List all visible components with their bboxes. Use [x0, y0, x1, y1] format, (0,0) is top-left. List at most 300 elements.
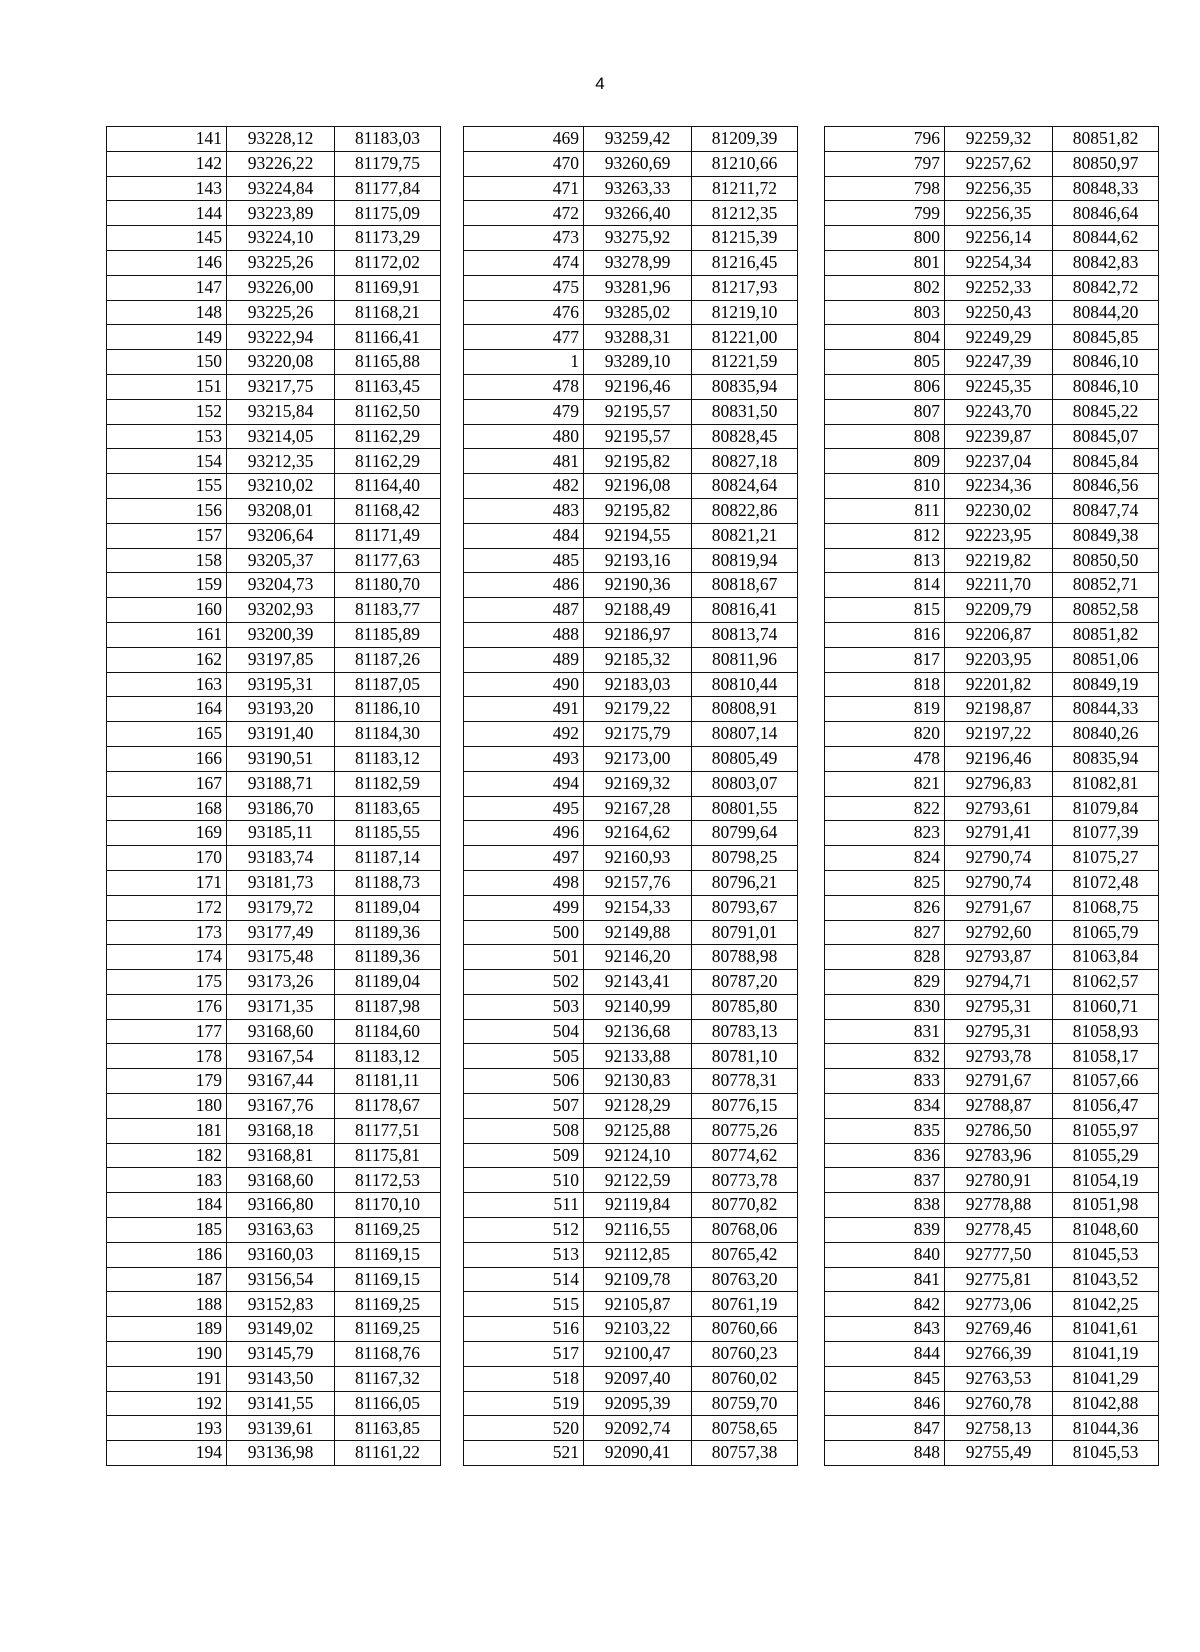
- y-coordinate-cell: 80785,80: [692, 994, 798, 1019]
- y-coordinate-cell: 81209,39: [692, 127, 798, 152]
- x-coordinate-cell: 92157,76: [584, 870, 692, 895]
- y-coordinate-cell: 81163,45: [335, 374, 441, 399]
- point-number-cell: 516: [464, 1317, 584, 1342]
- x-coordinate-cell: 92793,61: [945, 796, 1053, 821]
- y-coordinate-cell: 81062,57: [1053, 970, 1159, 995]
- table-row: [825, 1292, 1159, 1317]
- x-coordinate-cell: 93225,26: [227, 250, 335, 275]
- y-coordinate-cell: 81051,98: [1053, 1193, 1159, 1218]
- table-row: [107, 920, 441, 945]
- table-row: [107, 870, 441, 895]
- table-row: [107, 821, 441, 846]
- y-coordinate-cell: 81172,02: [335, 250, 441, 275]
- x-coordinate-cell: 92128,29: [584, 1094, 692, 1119]
- x-coordinate-cell: 92119,84: [584, 1193, 692, 1218]
- y-coordinate-cell: 81177,63: [335, 548, 441, 573]
- y-coordinate-cell: 80846,10: [1053, 350, 1159, 375]
- point-number-cell: 478: [464, 374, 584, 399]
- point-number-cell: 185: [107, 1218, 227, 1243]
- table-row: [107, 474, 441, 499]
- point-number-cell: 475: [464, 275, 584, 300]
- x-coordinate-cell: 92793,78: [945, 1044, 1053, 1069]
- y-coordinate-cell: 80760,02: [692, 1366, 798, 1391]
- y-coordinate-cell: 80760,23: [692, 1342, 798, 1367]
- x-coordinate-cell: 93206,64: [227, 523, 335, 548]
- y-coordinate-cell: 80798,25: [692, 846, 798, 871]
- x-coordinate-cell: 93200,39: [227, 622, 335, 647]
- table-row: [107, 1143, 441, 1168]
- x-coordinate-cell: 92201,82: [945, 672, 1053, 697]
- table-row: [107, 1292, 441, 1317]
- table-row: [825, 1143, 1159, 1168]
- table-row: [464, 300, 798, 325]
- point-number-cell: 839: [825, 1218, 945, 1243]
- y-coordinate-cell: 81221,00: [692, 325, 798, 350]
- table-row: [107, 176, 441, 201]
- point-number-cell: 141: [107, 127, 227, 152]
- table-row: [107, 746, 441, 771]
- y-coordinate-cell: 80844,33: [1053, 697, 1159, 722]
- x-coordinate-cell: 92755,49: [945, 1441, 1053, 1466]
- x-coordinate-cell: 92775,81: [945, 1267, 1053, 1292]
- point-number-cell: 190: [107, 1342, 227, 1367]
- y-coordinate-cell: 80845,22: [1053, 399, 1159, 424]
- table-row: [107, 722, 441, 747]
- y-coordinate-cell: 81212,35: [692, 201, 798, 226]
- x-coordinate-cell: 92146,20: [584, 945, 692, 970]
- x-coordinate-cell: 92124,10: [584, 1143, 692, 1168]
- x-coordinate-cell: 93214,05: [227, 424, 335, 449]
- y-coordinate-cell: 80819,94: [692, 548, 798, 573]
- point-number-cell: 180: [107, 1094, 227, 1119]
- point-number-cell: 186: [107, 1242, 227, 1267]
- x-coordinate-cell: 93177,49: [227, 920, 335, 945]
- y-coordinate-cell: 80773,78: [692, 1168, 798, 1193]
- x-coordinate-cell: 92778,88: [945, 1193, 1053, 1218]
- x-coordinate-cell: 92195,82: [584, 498, 692, 523]
- table-row: [825, 1118, 1159, 1143]
- x-coordinate-cell: 92188,49: [584, 598, 692, 623]
- point-number-cell: 825: [825, 870, 945, 895]
- x-coordinate-cell: 93195,31: [227, 672, 335, 697]
- x-coordinate-cell: 92095,39: [584, 1391, 692, 1416]
- y-coordinate-cell: 81211,72: [692, 176, 798, 201]
- y-coordinate-cell: 81169,91: [335, 275, 441, 300]
- y-coordinate-cell: 81182,59: [335, 771, 441, 796]
- y-coordinate-cell: 80803,07: [692, 771, 798, 796]
- y-coordinate-cell: 81187,05: [335, 672, 441, 697]
- point-number-cell: 476: [464, 300, 584, 325]
- table-row: [825, 1317, 1159, 1342]
- y-coordinate-cell: 80796,21: [692, 870, 798, 895]
- x-coordinate-cell: 92154,33: [584, 895, 692, 920]
- table-row: [464, 449, 798, 474]
- point-number-cell: 822: [825, 796, 945, 821]
- point-number-cell: 159: [107, 573, 227, 598]
- y-coordinate-cell: 80852,71: [1053, 573, 1159, 598]
- x-coordinate-cell: 92795,31: [945, 1019, 1053, 1044]
- y-coordinate-cell: 80828,45: [692, 424, 798, 449]
- y-coordinate-cell: 80799,64: [692, 821, 798, 846]
- point-number-cell: 502: [464, 970, 584, 995]
- point-number-cell: 827: [825, 920, 945, 945]
- point-number-cell: 143: [107, 176, 227, 201]
- x-coordinate-cell: 92196,46: [945, 746, 1053, 771]
- point-number-cell: 513: [464, 1242, 584, 1267]
- y-coordinate-cell: 81183,65: [335, 796, 441, 821]
- x-coordinate-cell: 93167,54: [227, 1044, 335, 1069]
- x-coordinate-cell: 93226,00: [227, 275, 335, 300]
- point-number-cell: 799: [825, 201, 945, 226]
- y-coordinate-cell: 81161,22: [335, 1441, 441, 1466]
- point-number-cell: 521: [464, 1441, 584, 1466]
- x-coordinate-cell: 93183,74: [227, 846, 335, 871]
- table-row: [464, 1218, 798, 1243]
- x-coordinate-cell: 93191,40: [227, 722, 335, 747]
- table-row: [107, 846, 441, 871]
- point-number-cell: 519: [464, 1391, 584, 1416]
- table-row: [464, 201, 798, 226]
- y-coordinate-cell: 81219,10: [692, 300, 798, 325]
- point-number-cell: 844: [825, 1342, 945, 1367]
- y-coordinate-cell: 81185,89: [335, 622, 441, 647]
- x-coordinate-cell: 92793,87: [945, 945, 1053, 970]
- point-number-cell: 157: [107, 523, 227, 548]
- y-coordinate-cell: 81045,53: [1053, 1441, 1159, 1466]
- table-row: [825, 622, 1159, 647]
- x-coordinate-cell: 93266,40: [584, 201, 692, 226]
- point-number-cell: 520: [464, 1416, 584, 1441]
- table-row: [464, 1069, 798, 1094]
- y-coordinate-cell: 80842,83: [1053, 250, 1159, 275]
- table-row: [464, 1044, 798, 1069]
- x-coordinate-cell: 92763,53: [945, 1366, 1053, 1391]
- x-coordinate-cell: 92195,57: [584, 424, 692, 449]
- table-row: [825, 846, 1159, 871]
- x-coordinate-cell: 92769,46: [945, 1317, 1053, 1342]
- point-number-cell: 490: [464, 672, 584, 697]
- table-row: [107, 449, 441, 474]
- table-row: [464, 226, 798, 251]
- y-coordinate-cell: 81058,17: [1053, 1044, 1159, 1069]
- y-coordinate-cell: 80850,50: [1053, 548, 1159, 573]
- point-number-cell: 833: [825, 1069, 945, 1094]
- y-coordinate-cell: 81169,25: [335, 1292, 441, 1317]
- point-number-cell: 497: [464, 846, 584, 871]
- point-number-cell: 161: [107, 622, 227, 647]
- x-coordinate-cell: 92092,74: [584, 1416, 692, 1441]
- x-coordinate-cell: 93179,72: [227, 895, 335, 920]
- x-coordinate-cell: 93145,79: [227, 1342, 335, 1367]
- point-number-cell: 506: [464, 1069, 584, 1094]
- point-number-cell: 481: [464, 449, 584, 474]
- x-coordinate-cell: 93223,89: [227, 201, 335, 226]
- y-coordinate-cell: 81221,59: [692, 350, 798, 375]
- table-row: [464, 1019, 798, 1044]
- y-coordinate-cell: 81063,84: [1053, 945, 1159, 970]
- y-coordinate-cell: 81188,73: [335, 870, 441, 895]
- y-coordinate-cell: 81183,12: [335, 1044, 441, 1069]
- y-coordinate-cell: 80849,38: [1053, 523, 1159, 548]
- table-row: [464, 1366, 798, 1391]
- coordinates-table-right: [824, 126, 1159, 1466]
- y-coordinate-cell: 81217,93: [692, 275, 798, 300]
- x-coordinate-cell: 92169,32: [584, 771, 692, 796]
- point-number-cell: 807: [825, 399, 945, 424]
- point-number-cell: 172: [107, 895, 227, 920]
- table-row: [825, 325, 1159, 350]
- point-number-cell: 808: [825, 424, 945, 449]
- table-row: [107, 1168, 441, 1193]
- y-coordinate-cell: 80760,66: [692, 1317, 798, 1342]
- y-coordinate-cell: 81167,32: [335, 1366, 441, 1391]
- point-number-cell: 811: [825, 498, 945, 523]
- y-coordinate-cell: 81056,47: [1053, 1094, 1159, 1119]
- point-number-cell: 470: [464, 151, 584, 176]
- x-coordinate-cell: 93224,84: [227, 176, 335, 201]
- x-coordinate-cell: 93168,60: [227, 1168, 335, 1193]
- y-coordinate-cell: 81162,29: [335, 449, 441, 474]
- point-number-cell: 815: [825, 598, 945, 623]
- point-number-cell: 154: [107, 449, 227, 474]
- x-coordinate-cell: 93228,12: [227, 127, 335, 152]
- point-number-cell: 493: [464, 746, 584, 771]
- y-coordinate-cell: 81185,55: [335, 821, 441, 846]
- table-row: [107, 1242, 441, 1267]
- y-coordinate-cell: 80846,10: [1053, 374, 1159, 399]
- y-coordinate-cell: 81162,29: [335, 424, 441, 449]
- x-coordinate-cell: 93212,35: [227, 449, 335, 474]
- y-coordinate-cell: 81189,04: [335, 970, 441, 995]
- y-coordinate-cell: 81184,60: [335, 1019, 441, 1044]
- table-row: [825, 746, 1159, 771]
- x-coordinate-cell: 92230,02: [945, 498, 1053, 523]
- point-number-cell: 165: [107, 722, 227, 747]
- point-number-cell: 167: [107, 771, 227, 796]
- y-coordinate-cell: 81041,29: [1053, 1366, 1159, 1391]
- y-coordinate-cell: 81045,53: [1053, 1242, 1159, 1267]
- y-coordinate-cell: 80818,67: [692, 573, 798, 598]
- table-row: [825, 1416, 1159, 1441]
- point-number-cell: 816: [825, 622, 945, 647]
- x-coordinate-cell: 92090,41: [584, 1441, 692, 1466]
- point-number-cell: 507: [464, 1094, 584, 1119]
- point-number-cell: 482: [464, 474, 584, 499]
- y-coordinate-cell: 81082,81: [1053, 771, 1159, 796]
- point-number-cell: 160: [107, 598, 227, 623]
- x-coordinate-cell: 93226,22: [227, 151, 335, 176]
- table-row: [107, 350, 441, 375]
- point-number-cell: 514: [464, 1267, 584, 1292]
- table-row: [464, 1317, 798, 1342]
- point-number-cell: 488: [464, 622, 584, 647]
- table-row: [107, 647, 441, 672]
- table-row: [464, 474, 798, 499]
- y-coordinate-cell: 80824,64: [692, 474, 798, 499]
- point-number-cell: 821: [825, 771, 945, 796]
- y-coordinate-cell: 80775,26: [692, 1118, 798, 1143]
- y-coordinate-cell: 81187,26: [335, 647, 441, 672]
- table-row: [464, 821, 798, 846]
- point-number-cell: 510: [464, 1168, 584, 1193]
- point-number-cell: 828: [825, 945, 945, 970]
- y-coordinate-cell: 80770,82: [692, 1193, 798, 1218]
- table-row: [107, 1218, 441, 1243]
- point-number-cell: 155: [107, 474, 227, 499]
- point-number-cell: 820: [825, 722, 945, 747]
- table-row: [825, 1193, 1159, 1218]
- point-number-cell: 486: [464, 573, 584, 598]
- point-number-cell: 810: [825, 474, 945, 499]
- x-coordinate-cell: 92256,14: [945, 226, 1053, 251]
- point-number-cell: 163: [107, 672, 227, 697]
- y-coordinate-cell: 80759,70: [692, 1391, 798, 1416]
- table-row: [825, 945, 1159, 970]
- table-row: [825, 424, 1159, 449]
- table-row: [825, 1366, 1159, 1391]
- y-coordinate-cell: 80844,20: [1053, 300, 1159, 325]
- y-coordinate-cell: 80768,06: [692, 1218, 798, 1243]
- y-coordinate-cell: 80848,33: [1053, 176, 1159, 201]
- x-coordinate-cell: 93208,01: [227, 498, 335, 523]
- point-number-cell: 473: [464, 226, 584, 251]
- y-coordinate-cell: 81165,88: [335, 350, 441, 375]
- y-coordinate-cell: 81043,52: [1053, 1267, 1159, 1292]
- point-number-cell: 176: [107, 994, 227, 1019]
- y-coordinate-cell: 81186,10: [335, 697, 441, 722]
- y-coordinate-cell: 80813,74: [692, 622, 798, 647]
- x-coordinate-cell: 93167,76: [227, 1094, 335, 1119]
- point-number-cell: 838: [825, 1193, 945, 1218]
- point-number-cell: 494: [464, 771, 584, 796]
- x-coordinate-cell: 93278,99: [584, 250, 692, 275]
- y-coordinate-cell: 81042,88: [1053, 1391, 1159, 1416]
- x-coordinate-cell: 92194,55: [584, 523, 692, 548]
- y-coordinate-cell: 80851,82: [1053, 622, 1159, 647]
- x-coordinate-cell: 93175,48: [227, 945, 335, 970]
- table-row: [464, 697, 798, 722]
- table-row: [107, 598, 441, 623]
- table-row: [825, 647, 1159, 672]
- point-number-cell: 142: [107, 151, 227, 176]
- y-coordinate-cell: 80840,26: [1053, 722, 1159, 747]
- table-row: [825, 275, 1159, 300]
- x-coordinate-cell: 92791,67: [945, 895, 1053, 920]
- x-coordinate-cell: 92758,13: [945, 1416, 1053, 1441]
- table-row: [107, 1044, 441, 1069]
- x-coordinate-cell: 93171,35: [227, 994, 335, 1019]
- table-row: [107, 1193, 441, 1218]
- x-coordinate-cell: 92250,43: [945, 300, 1053, 325]
- x-coordinate-cell: 93168,81: [227, 1143, 335, 1168]
- y-coordinate-cell: 81180,70: [335, 573, 441, 598]
- point-number-cell: 831: [825, 1019, 945, 1044]
- table-row: [825, 474, 1159, 499]
- point-number-cell: 187: [107, 1267, 227, 1292]
- point-number-cell: 149: [107, 325, 227, 350]
- table-row: [107, 994, 441, 1019]
- point-number-cell: 169: [107, 821, 227, 846]
- x-coordinate-cell: 92223,95: [945, 523, 1053, 548]
- table-row: [825, 994, 1159, 1019]
- y-coordinate-cell: 80765,42: [692, 1242, 798, 1267]
- point-number-cell: 806: [825, 374, 945, 399]
- y-coordinate-cell: 81175,81: [335, 1143, 441, 1168]
- point-number-cell: 147: [107, 275, 227, 300]
- table-row: [107, 573, 441, 598]
- x-coordinate-cell: 92197,22: [945, 722, 1053, 747]
- point-number-cell: 156: [107, 498, 227, 523]
- table-row: [825, 1069, 1159, 1094]
- table-row: [107, 1416, 441, 1441]
- table-row: [107, 1342, 441, 1367]
- x-coordinate-cell: 92792,60: [945, 920, 1053, 945]
- table-row: [825, 1094, 1159, 1119]
- point-number-cell: 804: [825, 325, 945, 350]
- y-coordinate-cell: 80778,31: [692, 1069, 798, 1094]
- point-number-cell: 150: [107, 350, 227, 375]
- point-number-cell: 813: [825, 548, 945, 573]
- table-row: [825, 548, 1159, 573]
- coordinates-table-left: [106, 126, 441, 1466]
- y-coordinate-cell: 81169,15: [335, 1242, 441, 1267]
- x-coordinate-cell: 93190,51: [227, 746, 335, 771]
- x-coordinate-cell: 93222,94: [227, 325, 335, 350]
- point-number-cell: 153: [107, 424, 227, 449]
- y-coordinate-cell: 81173,29: [335, 226, 441, 251]
- point-number-cell: 842: [825, 1292, 945, 1317]
- y-coordinate-cell: 81041,61: [1053, 1317, 1159, 1342]
- x-coordinate-cell: 92259,32: [945, 127, 1053, 152]
- table-row: [464, 523, 798, 548]
- x-coordinate-cell: 92175,79: [584, 722, 692, 747]
- y-coordinate-cell: 81183,12: [335, 746, 441, 771]
- point-number-cell: 834: [825, 1094, 945, 1119]
- x-coordinate-cell: 93168,18: [227, 1118, 335, 1143]
- x-coordinate-cell: 92198,87: [945, 697, 1053, 722]
- point-number-cell: 836: [825, 1143, 945, 1168]
- point-number-cell: 491: [464, 697, 584, 722]
- point-number-cell: 158: [107, 548, 227, 573]
- table-row: [107, 374, 441, 399]
- table-row: [464, 1118, 798, 1143]
- x-coordinate-cell: 92109,78: [584, 1267, 692, 1292]
- y-coordinate-cell: 81044,36: [1053, 1416, 1159, 1441]
- x-coordinate-cell: 92773,06: [945, 1292, 1053, 1317]
- table-row: [825, 250, 1159, 275]
- point-number-cell: 801: [825, 250, 945, 275]
- table-row: [464, 598, 798, 623]
- table-row: [107, 275, 441, 300]
- x-coordinate-cell: 93281,96: [584, 275, 692, 300]
- point-number-cell: 800: [825, 226, 945, 251]
- y-coordinate-cell: 80811,96: [692, 647, 798, 672]
- x-coordinate-cell: 92211,70: [945, 573, 1053, 598]
- x-coordinate-cell: 93156,54: [227, 1267, 335, 1292]
- table-row: [825, 226, 1159, 251]
- y-coordinate-cell: 81169,25: [335, 1218, 441, 1243]
- x-coordinate-cell: 92788,87: [945, 1094, 1053, 1119]
- y-coordinate-cell: 80758,65: [692, 1416, 798, 1441]
- table-row: [825, 1242, 1159, 1267]
- y-coordinate-cell: 80835,94: [692, 374, 798, 399]
- point-number-cell: 166: [107, 746, 227, 771]
- point-number-cell: 832: [825, 1044, 945, 1069]
- point-number-cell: 164: [107, 697, 227, 722]
- y-coordinate-cell: 80757,38: [692, 1441, 798, 1466]
- table-row: [107, 1118, 441, 1143]
- point-number-cell: 191: [107, 1366, 227, 1391]
